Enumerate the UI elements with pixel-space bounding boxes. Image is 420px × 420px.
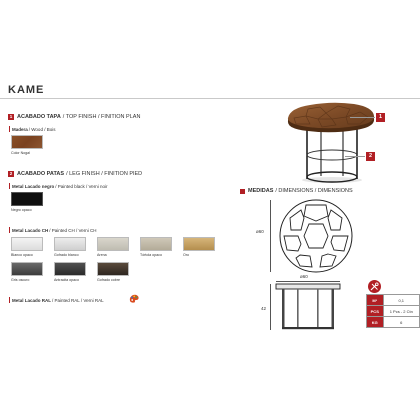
section-leg-finish-heading — [8, 171, 142, 177]
material-black-heading — [9, 183, 108, 189]
spec-value: 0,1 — [383, 295, 419, 306]
section-title: ACABADO TAPA — [17, 114, 61, 120]
swatch-arena[interactable] — [97, 237, 129, 251]
material-ch-heading — [9, 227, 97, 233]
swatch-label: Gris oscuro — [11, 278, 30, 282]
specs-table — [366, 294, 420, 328]
front-view-drawing — [272, 283, 344, 333]
swatch-gris-oscuro[interactable] — [11, 262, 43, 276]
callout-top: 1 — [376, 113, 385, 122]
product-title: KAME — [8, 84, 45, 96]
swatch-label: Gofrado blanco — [54, 253, 79, 257]
material-name: Madera — [12, 126, 28, 132]
swatch-label: Arena — [97, 253, 107, 257]
swatch-oro[interactable] — [183, 237, 215, 251]
section-top-finish-heading — [8, 114, 140, 120]
dimensions-heading — [240, 188, 353, 194]
table-row — [367, 295, 420, 306]
material-name: Metal Lacado RAL — [12, 297, 52, 303]
material-translations: / Painted RAL / Verni RAL — [52, 297, 104, 303]
product-photo — [280, 100, 380, 190]
swatch-label: Negro opaco — [11, 208, 32, 212]
section-title: ACABADO PATAS — [17, 171, 65, 177]
spec-value: 6 — [383, 317, 419, 328]
dimension-line — [270, 284, 271, 330]
assembly-tools-icon — [368, 280, 381, 293]
material-translations: / Painted black / Verni noir — [55, 183, 108, 189]
swatch-label: Oro — [183, 253, 189, 257]
material-name: Metal Lacado negro — [12, 183, 55, 189]
section-number-badge: 2 — [9, 171, 13, 176]
ral-color-palette-icon — [129, 294, 139, 303]
swatch-antracita-opaco[interactable] — [54, 262, 86, 276]
spec-key: M³ — [367, 295, 384, 306]
material-name: Metal Lacado CH — [12, 227, 49, 233]
accent-mark — [9, 297, 10, 303]
top-view-drawing — [276, 196, 356, 276]
swatch-label: Blanco opaco — [11, 253, 33, 257]
swatch-label: Color Nogal — [11, 151, 30, 155]
material-translations: / Wood / Bois — [28, 126, 56, 132]
dimension-height: 42 — [261, 306, 267, 311]
swatch-blanco-opaco[interactable] — [11, 237, 43, 251]
table-row — [367, 317, 420, 328]
callout-leader-line — [350, 117, 375, 118]
section-subtitle: / LEG FINISH / FINITION PIED — [66, 171, 143, 177]
swatch-label: Tórtola opaco — [140, 253, 162, 257]
callout-legs: 2 — [366, 152, 375, 161]
dimension-diameter-front: ø60 — [300, 274, 308, 279]
section-number-badge: 1 — [9, 114, 13, 119]
dimension-line — [270, 200, 271, 272]
callout-leader-line — [345, 156, 365, 157]
dimension-line — [276, 281, 340, 282]
material-wood-heading — [9, 126, 55, 132]
dimension-diameter-side: ø60 — [256, 229, 264, 234]
swatch-label: Antracita opaco — [54, 278, 79, 282]
dimensions-subtitle: / DIMENSIONS / DIMENSIONS — [275, 188, 353, 194]
spec-key: PCS — [367, 306, 384, 317]
accent-square — [240, 189, 245, 194]
swatch-gofrado-blanco[interactable] — [54, 237, 86, 251]
swatch-color-nogal[interactable] — [11, 135, 43, 149]
swatch-tortola-opaco[interactable] — [140, 237, 172, 251]
swatch-negro-opaco[interactable] — [11, 192, 43, 206]
material-ral-heading — [9, 297, 104, 303]
accent-mark — [9, 126, 10, 132]
spec-key: KG — [367, 317, 384, 328]
table-row — [367, 306, 420, 317]
accent-mark — [9, 183, 10, 189]
title-divider — [0, 98, 420, 99]
swatch-gofrado-cobre[interactable] — [97, 262, 129, 276]
accent-mark — [9, 227, 10, 233]
section-subtitle: / TOP FINISH / FINITION PLAN — [62, 114, 141, 120]
swatch-label: Gofrado cobre — [97, 278, 120, 282]
material-translations: / Painted CH / Verni CH — [49, 227, 97, 233]
spec-value: 1 Pcs - 2 Ctn — [383, 306, 419, 317]
dimensions-title: MEDIDAS — [248, 188, 274, 194]
